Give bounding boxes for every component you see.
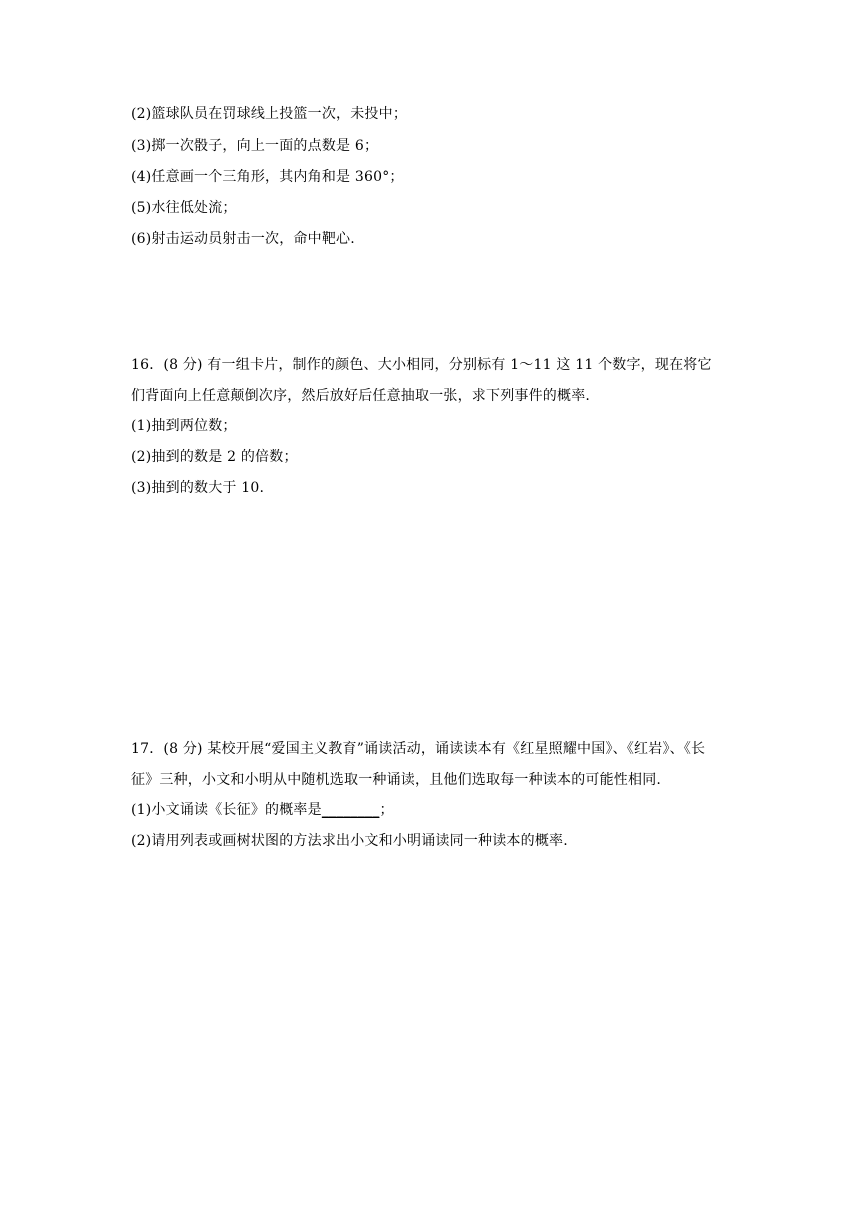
prev-item-5: (5)水往低处流； [131, 200, 237, 216]
answer-blank: ________ [321, 802, 380, 818]
q17-item-1-suffix: ； [379, 802, 394, 818]
q17-stem-line-1: 17．(8 分) 某校开展“爱国主义教育”诵读活动，诵读读本有《红星照耀中国》、《红岩》、《长 [131, 741, 706, 757]
prev-item-4: (4)任意画一个三角形，其内角和是 360°； [131, 169, 404, 185]
q17-stem-line-2: 征》三种，小文和小明从中随机选取一种诵读，且他们选取每一种读本的可能性相同. [131, 772, 662, 788]
q17-item-1-prefix: (1)小文诵读《长征》的概率是 [131, 802, 322, 818]
prev-item-3: (3)掷一次骰子，向上一面的点数是 6； [131, 138, 379, 154]
q16-stem-line-1: 16．(8 分) 有一组卡片，制作的颜色、大小相同，分别标有 1～11 这 11 个数字，现在将它 [131, 357, 712, 373]
prev-item-2: (2)篮球队员在罚球线上投篮一次，未投中； [131, 106, 408, 122]
q17-item-2: (2)请用列表或画树状图的方法求出小文和小明诵读同一种读本的概率. [131, 833, 568, 849]
q16-item-3: (3)抽到的数大于 10. [131, 480, 265, 496]
q16-item-1: (1)抽到两位数； [131, 418, 237, 434]
prev-item-6: (6)射击运动员射击一次，命中靶心. [131, 231, 355, 247]
q16-stem-line-2: 们背面向上任意颠倒次序，然后放好后任意抽取一张，求下列事件的概率. [131, 388, 591, 404]
q17-item-1 [131, 800, 394, 820]
q16-item-2: (2)抽到的数是 2 的倍数； [131, 449, 298, 465]
